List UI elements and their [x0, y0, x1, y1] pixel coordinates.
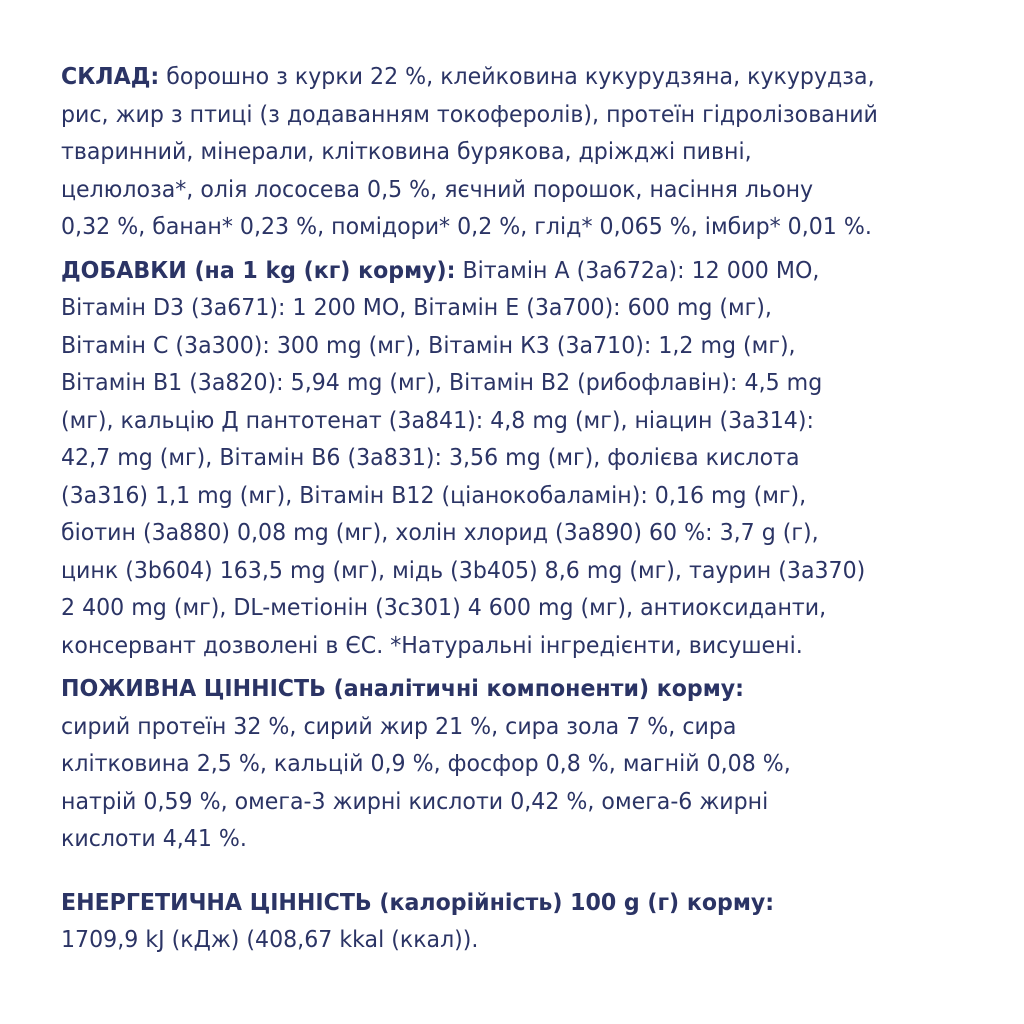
composition-line-2: рис, жир з птиці (з додаванням токоферолів), протеїн гідролізований	[61, 99, 878, 128]
composition-line-3: тваринний, мінерали, клітковина бурякова, дріжджі пивні,	[61, 137, 752, 165]
additives-line-8: біотин (3a880) 0,08 mg (мг), холін хлорид (3a890) 60 %: 3,7 g (г),	[61, 518, 819, 546]
nutrition-line-4: кислоти 4,41 %.	[61, 824, 247, 852]
nutrition-line-2: клітковина 2,5 %, кальцій 0,9 %, фосфор 0,8 %, магній 0,08 %,	[61, 749, 791, 777]
nutrition-heading: ПОЖИВНА ЦІННІСТЬ (аналітичні компоненти) корму:	[61, 674, 745, 702]
composition-line-1	[61, 58, 992, 96]
energy-section	[61, 884, 992, 959]
additives-heading: ДОБАВКИ (на 1 kg (кг) корму):	[61, 255, 456, 284]
additives-text: Вітамін А (3a672a): 12 000 МО,	[455, 255, 820, 284]
label-text-block	[61, 58, 992, 959]
composition-line-5: 0,32 %, банан* 0,23 %, помідори* 0,2 %, глід* 0,065 %, імбир* 0,01 %.	[61, 212, 872, 240]
section-spacer	[61, 858, 992, 884]
nutrition-line-1: сирий протеїн 32 %, сирий жир 21 %, сира зола 7 %, сира	[61, 711, 737, 740]
additives-line-1	[61, 252, 992, 290]
energy-line-1: 1709,9 kJ (кДж) (408,67 kkal (ккал)).	[61, 925, 479, 953]
nutrition-line-3: натрій 0,59 %, омега-3 жирні кислоти 0,42 %, омега-6 жирні	[61, 786, 769, 815]
additives-line-6: 42,7 mg (мг), Вітамін В6 (3a831): 3,56 mg (мг), фолієва кислота	[61, 443, 800, 471]
additives-line-11: консервант дозволені в ЄС. *Натуральні інгредієнти, висушені.	[61, 630, 803, 659]
additives-line-2: Вітамін D3 (3a671): 1 200 МО, Вітамін Е (3a700): 600 mg (мг),	[61, 293, 772, 321]
additives-line-9: цинк (3b604) 163,5 mg (мг), мідь (3b405) 8,6 mg (мг), таурин (3a370)	[61, 555, 866, 584]
additives-line-3: Вітамін С (3a300): 300 mg (мг), Вітамін К3 (3a710): 1,2 mg (мг),	[61, 330, 796, 359]
nutrition-section	[61, 670, 992, 858]
composition-text: борошно з курки 22 %, клейковина кукурудзяна, кукурудза,	[159, 62, 875, 90]
additives-line-4: Вітамін В1 (3a820): 5,94 mg (мг), Вітамін В2 (рибофлавін): 4,5 mg	[61, 368, 823, 396]
additives-section	[61, 252, 992, 665]
composition-heading: СКЛАД:	[61, 62, 160, 90]
energy-heading: ЕНЕРГЕТИЧНА ЦІННІСТЬ (калорійність) 100 g (г) корму:	[61, 887, 775, 916]
additives-line-10: 2 400 mg (мг), DL-метіонін (3c301) 4 600 mg (мг), антиоксиданти,	[61, 593, 827, 621]
additives-line-7: (3a316) 1,1 mg (мг), Вітамін В12 (ціанокобаламін): 0,16 mg (мг),	[61, 480, 807, 509]
composition-section	[61, 58, 992, 246]
composition-line-4: целюлоза*, олія лососева 0,5 %, яєчний порошок, насіння льону	[61, 174, 814, 203]
additives-line-5: (мг), кальцію Д пантотенат (3a841): 4,8 mg (мг), ніацин (3a314):	[61, 405, 814, 434]
